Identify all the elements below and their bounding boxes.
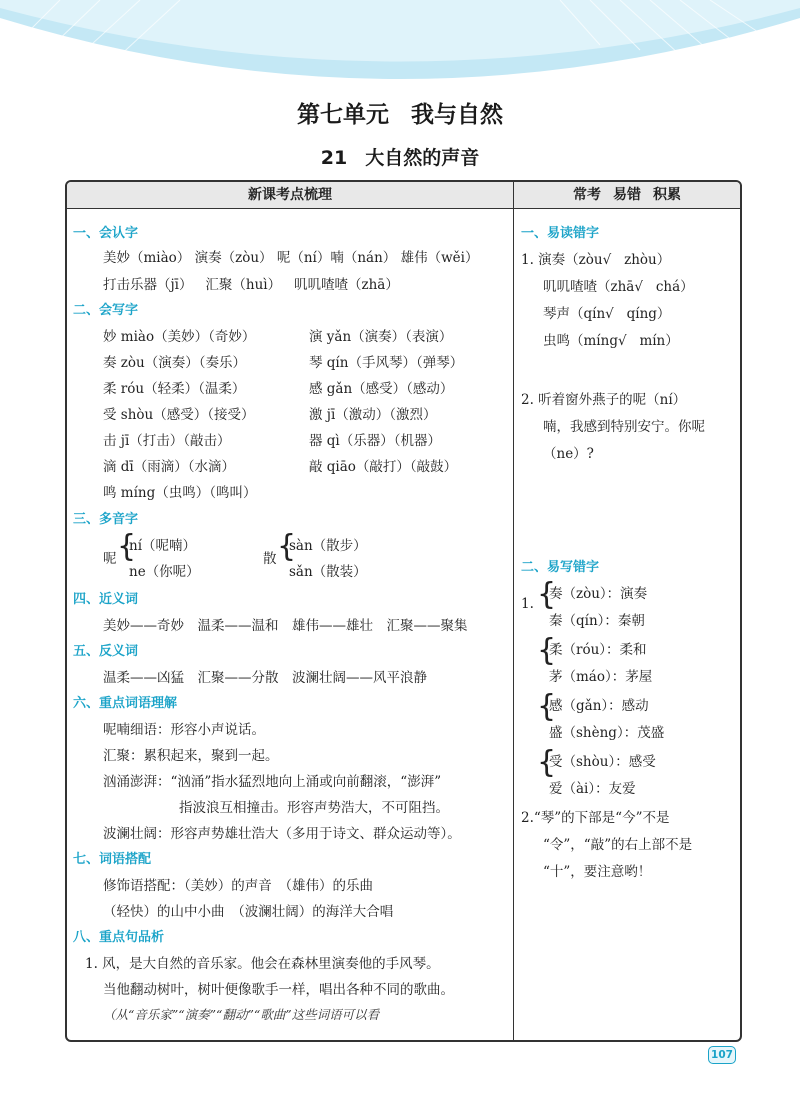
section-title-collocation: 七、词语搭配 — [73, 852, 152, 867]
miswrite-item: 奏（zòu）：演奏 — [549, 586, 648, 602]
word-item: 汇聚（huì） — [205, 277, 282, 293]
collocation-line: （轻快）的山中小曲 （波澜壮阔）的海洋大合唱 — [103, 904, 394, 920]
misread-question-line: （ne）? — [543, 446, 594, 462]
misread-question-line: 2. 听着窗外燕子的呢（ní） — [521, 392, 687, 408]
right-header-word-2: 易错 — [613, 187, 641, 203]
word-item: 雄伟（wěi） — [400, 250, 479, 266]
miswrite-item: 茅（máo）：茅屋 — [549, 669, 653, 685]
write-item: 奏 zòu（演奏）（奏乐） — [103, 355, 246, 371]
brace-icon: { — [117, 529, 137, 564]
polyphone-reading: ní（呢喃） — [129, 538, 197, 554]
lesson-number: 21 — [320, 147, 348, 169]
vocab-line: 波澜壮阔：形容声势雄壮浩大（多用于诗文、群众运动等）。 — [103, 826, 461, 842]
polyphone-reading: sàn（散步） — [289, 538, 367, 554]
collocation-line: 修饰语搭配：（美妙）的声音 （雄伟）的乐曲 — [103, 878, 373, 894]
write-item: 感 gǎn（感受）（感动） — [309, 381, 454, 397]
left-column-header: 新课考点梳理 — [67, 182, 513, 209]
wrong-reading: mín） — [639, 333, 679, 349]
write-item: 妙 miào（美妙）（奇妙） — [103, 329, 256, 345]
miswrite-item: 盛（shèng）：茂盛 — [549, 725, 665, 741]
write-item: 琴 qín（手风琴）（弹琴） — [309, 355, 464, 371]
miswrite-item: 受（shòu）：感受 — [549, 754, 656, 770]
write-item: 鸣 míng（虫鸣）（鸣叫） — [103, 485, 257, 501]
correct-reading: 琴声（qín√ — [543, 306, 614, 322]
miswrite-item: 感（gǎn）：感动 — [549, 698, 649, 714]
unit-theme: 我与自然 — [411, 102, 503, 128]
word-item: 呢（ní） — [276, 250, 331, 266]
write-item: 演 yǎn（演奏）（表演） — [309, 329, 453, 345]
vocab-line: 指波浪互相撞击。形容声势浩大，不可阻挡。 — [179, 800, 449, 816]
word-item: 演奏（zòu） — [194, 250, 273, 266]
right-header-word-3: 积累 — [653, 187, 681, 203]
page-number: 107 — [708, 1046, 736, 1064]
section-title-miswrite: 二、易写错字 — [521, 560, 600, 575]
vocab-line: 汹涌澎湃：“汹涌”指水猛烈地向上涌或向前翻滚，“澎湃” — [103, 774, 442, 790]
polyphone-reading: ne（你呢） — [129, 564, 200, 580]
polyphone-char-2: 散 — [263, 551, 277, 567]
section-title-recognize: 一、会认字 — [73, 226, 139, 241]
synonyms-line: 美妙——奇妙 温柔——温和 雄伟——雄壮 汇聚——聚集 — [103, 618, 468, 634]
right-column-header — [514, 182, 740, 209]
miswrite-note-line: “令”，“敲”的右上部不是 — [543, 837, 693, 853]
brace-icon: { — [537, 633, 557, 668]
misread-item — [543, 329, 679, 349]
word-item: 叽叽喳喳（zhā） — [293, 277, 399, 293]
misread-item — [543, 302, 670, 322]
right-header-word-1: 常考 — [573, 187, 601, 203]
misread-question-line: 喃，我感到特别安宁。你呢 — [543, 419, 705, 435]
unit-title — [0, 96, 800, 129]
section-title-polyphone: 三、多音字 — [73, 512, 139, 527]
section-title-write: 二、会写字 — [73, 303, 139, 318]
recognize-line-2 — [103, 273, 399, 293]
section-title-antonyms: 五、反义词 — [73, 644, 139, 659]
miswrite-item: 柔（róu）：柔和 — [549, 642, 647, 658]
miswrite-item: 秦（qín）：秦朝 — [549, 613, 645, 629]
wrong-reading: zhòu） — [624, 252, 671, 268]
miswrite-number: 1. — [521, 596, 534, 612]
recognize-line-1 — [103, 246, 478, 266]
brace-icon: { — [537, 689, 557, 724]
brace-icon: { — [537, 745, 557, 780]
unit-label: 第七单元 — [297, 102, 389, 128]
word-item: 打击乐器（jī） — [103, 277, 193, 293]
write-item: 击 jī（打击）（敲击） — [103, 433, 231, 449]
lesson-title — [0, 143, 800, 170]
miswrite-note-line: 2.“琴”的下部是“今”不是 — [521, 810, 670, 826]
vocab-line: 汇聚：累积起来，聚到一起。 — [103, 748, 279, 764]
write-item: 柔 róu（轻柔）（温柔） — [103, 381, 246, 397]
brace-icon: { — [277, 529, 297, 564]
wrong-reading: qíng） — [626, 306, 671, 322]
section-title-vocab: 六、重点词语理解 — [73, 696, 178, 711]
column-divider — [513, 182, 514, 1040]
brace-icon: { — [537, 577, 557, 612]
wrong-reading: chá） — [655, 279, 694, 295]
write-item: 受 shòu（感受）（接受） — [103, 407, 255, 423]
sentence-line: 1. 风，是大自然的音乐家。他会在森林里演奏他的手风琴。 — [85, 956, 440, 972]
word-item: 美妙（miào） — [103, 250, 191, 266]
misread-item — [543, 275, 694, 295]
section-title-sentences: 八、重点句品析 — [73, 930, 165, 945]
vocab-line: 呢喃细语：形容小声说话。 — [103, 722, 265, 738]
sentence-line: 当他翻动树叶，树叶便像歌手一样，唱出各种不同的歌曲。 — [103, 982, 454, 998]
misread-item — [521, 248, 670, 268]
sentence-note: （从“音乐家”“演奏”“翻动”“歌曲”这些词语可以看 — [103, 1007, 380, 1022]
miswrite-note-line: “十”，要注意哟！ — [543, 864, 652, 880]
section-title-misread: 一、易读错字 — [521, 226, 600, 241]
section-title-synonyms: 四、近义词 — [73, 592, 139, 607]
miswrite-item: 爱（ài）：友爱 — [549, 781, 636, 797]
write-item: 激 jī（激动）（激烈） — [309, 407, 437, 423]
correct-reading: 1. 演奏（zòu√ — [521, 252, 612, 268]
lesson-name: 大自然的声音 — [365, 147, 480, 169]
write-item: 滴 dī（雨滴）（水滴） — [103, 459, 236, 475]
correct-reading: 叽叽喳喳（zhā√ — [543, 279, 643, 295]
antonyms-line: 温柔——凶猛 汇聚——分散 波澜壮阔——风平浪静 — [103, 670, 427, 686]
write-item: 敲 qiāo（敲打）（敲鼓） — [309, 459, 458, 475]
content-frame — [65, 180, 742, 1042]
write-item: 器 qì（乐器）（机器） — [309, 433, 442, 449]
correct-reading: 虫鸣（míng√ — [543, 333, 627, 349]
word-item: 喃（nán） — [330, 250, 397, 266]
polyphone-char-1: 呢 — [103, 551, 117, 567]
polyphone-reading: sǎn（散装） — [289, 564, 367, 580]
